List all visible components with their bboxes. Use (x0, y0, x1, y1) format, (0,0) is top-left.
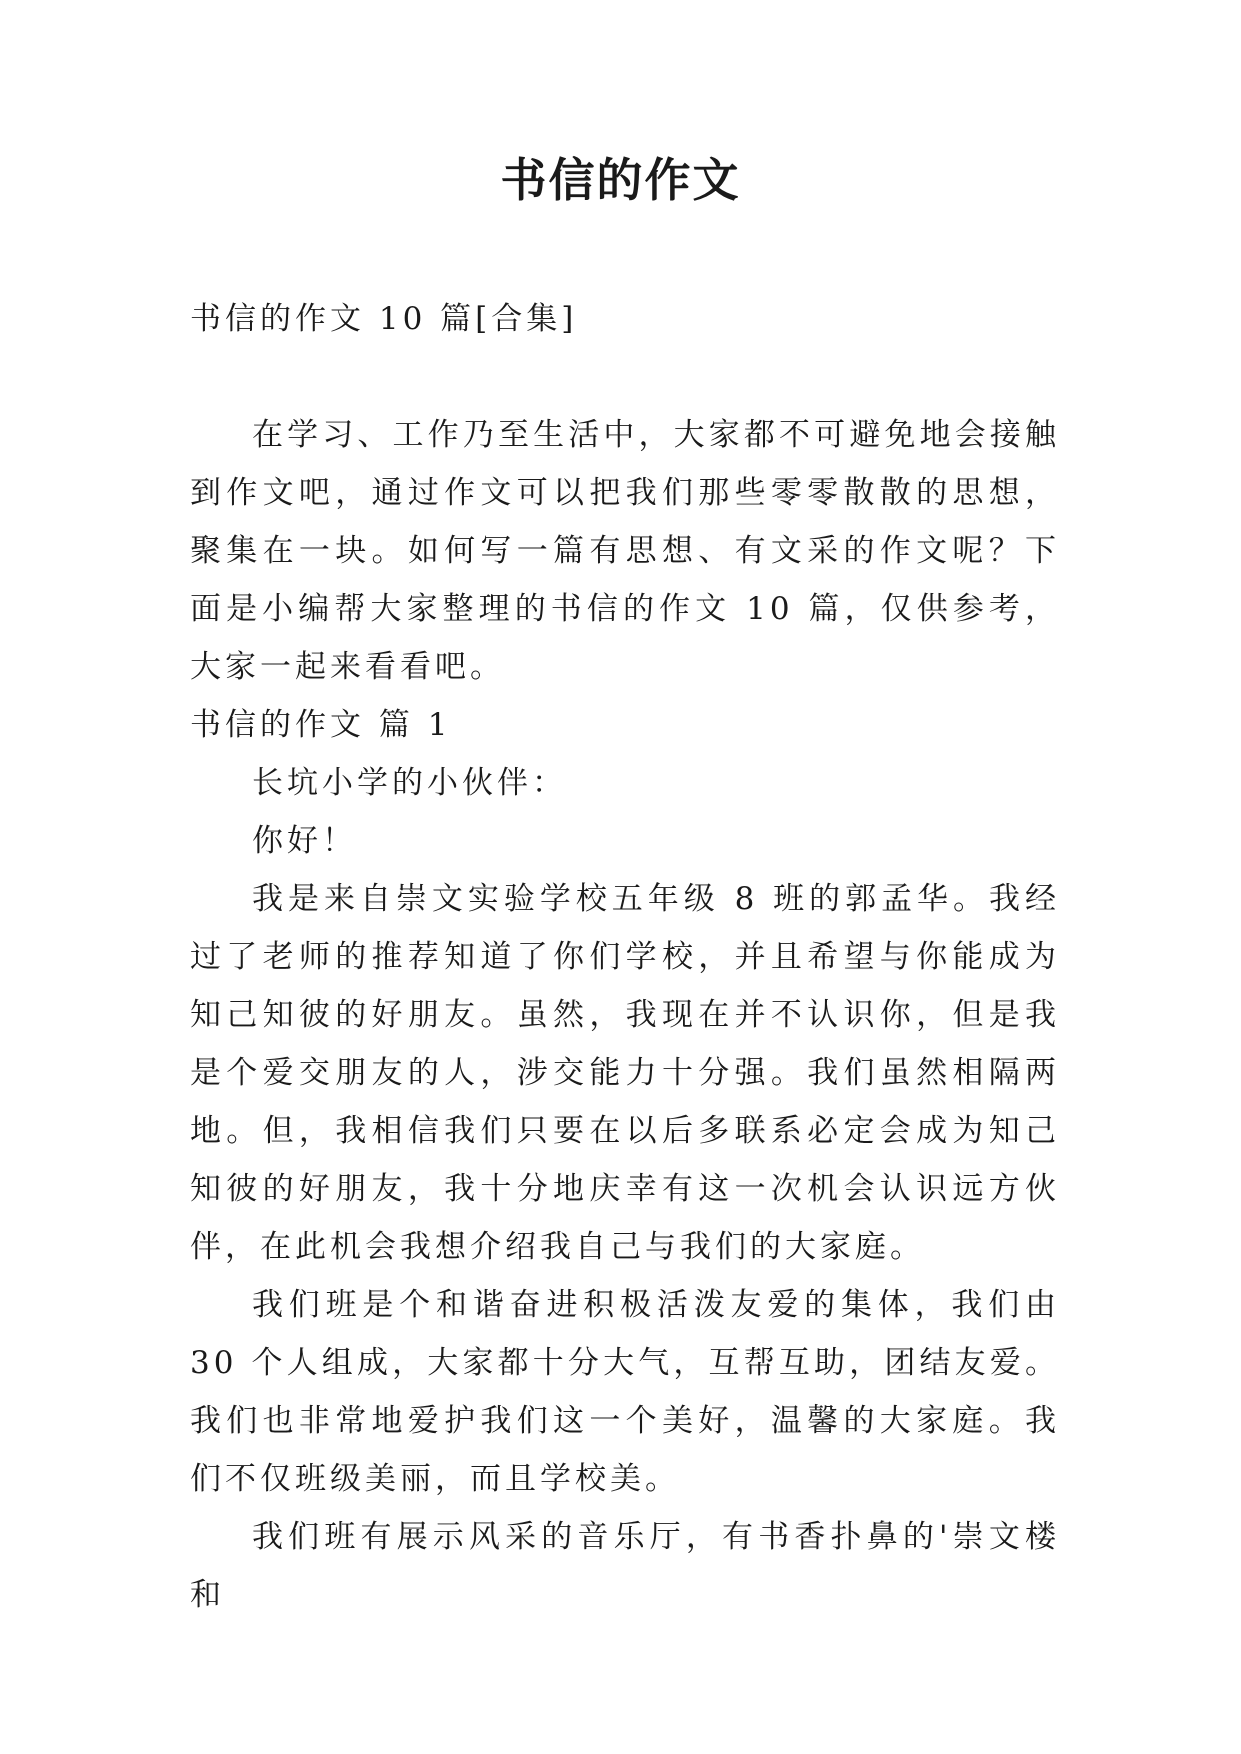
document-body (190, 290, 1060, 1624)
letter-paragraph: 我们班是个和谐奋进积极活泼友爱的集体，我们由 30 个人组成，大家都十分大气，互帮互助，团结友爱。我们也非常地爱护我们这一个美好，温馨的大家庭。我们不仅班级美丽，而且学校美。 (190, 1287, 1060, 1497)
letter-paragraph: 我们班有展示风采的音乐厅，有书香扑鼻的'崇文楼和 (190, 1519, 1060, 1613)
document-subtitle: 书信的作文 10 篇[合集] (190, 301, 578, 337)
letter-salutation: 长坑小学的小伙伴： (252, 765, 567, 801)
document-title: 书信的作文 (500, 153, 741, 207)
spacer (190, 348, 1060, 406)
section-heading: 书信的作文 篇 1 (190, 707, 452, 743)
letter-greeting: 你好！ (252, 823, 357, 859)
intro-paragraph: 在学习、工作乃至生活中，大家都不可避免地会接触到作文吧，通过作文可以把我们那些零零散散的思想，聚集在一块。如何写一篇有思想、有文采的作文呢？下面是小编帮大家整理的书信的作文 10 篇，仅供参考，大家一起来看看吧。 (190, 417, 1060, 685)
letter-paragraph: 我是来自崇文实验学校五年级 8 班的郭孟华。我经过了老师的推荐知道了你们学校，并且希望与你能成为知己知彼的好朋友。虽然，我现在并不认识你，但是我是个爱交朋友的人，涉交能力十分强。我们虽然相隔两地。但，我相信我们只要在以后多联系必定会成为知己知彼的好朋友，我十分地庆幸有这一次机会认识远方伙伴，在此机会我想介绍我自己与我们的大家庭。 (190, 881, 1060, 1265)
